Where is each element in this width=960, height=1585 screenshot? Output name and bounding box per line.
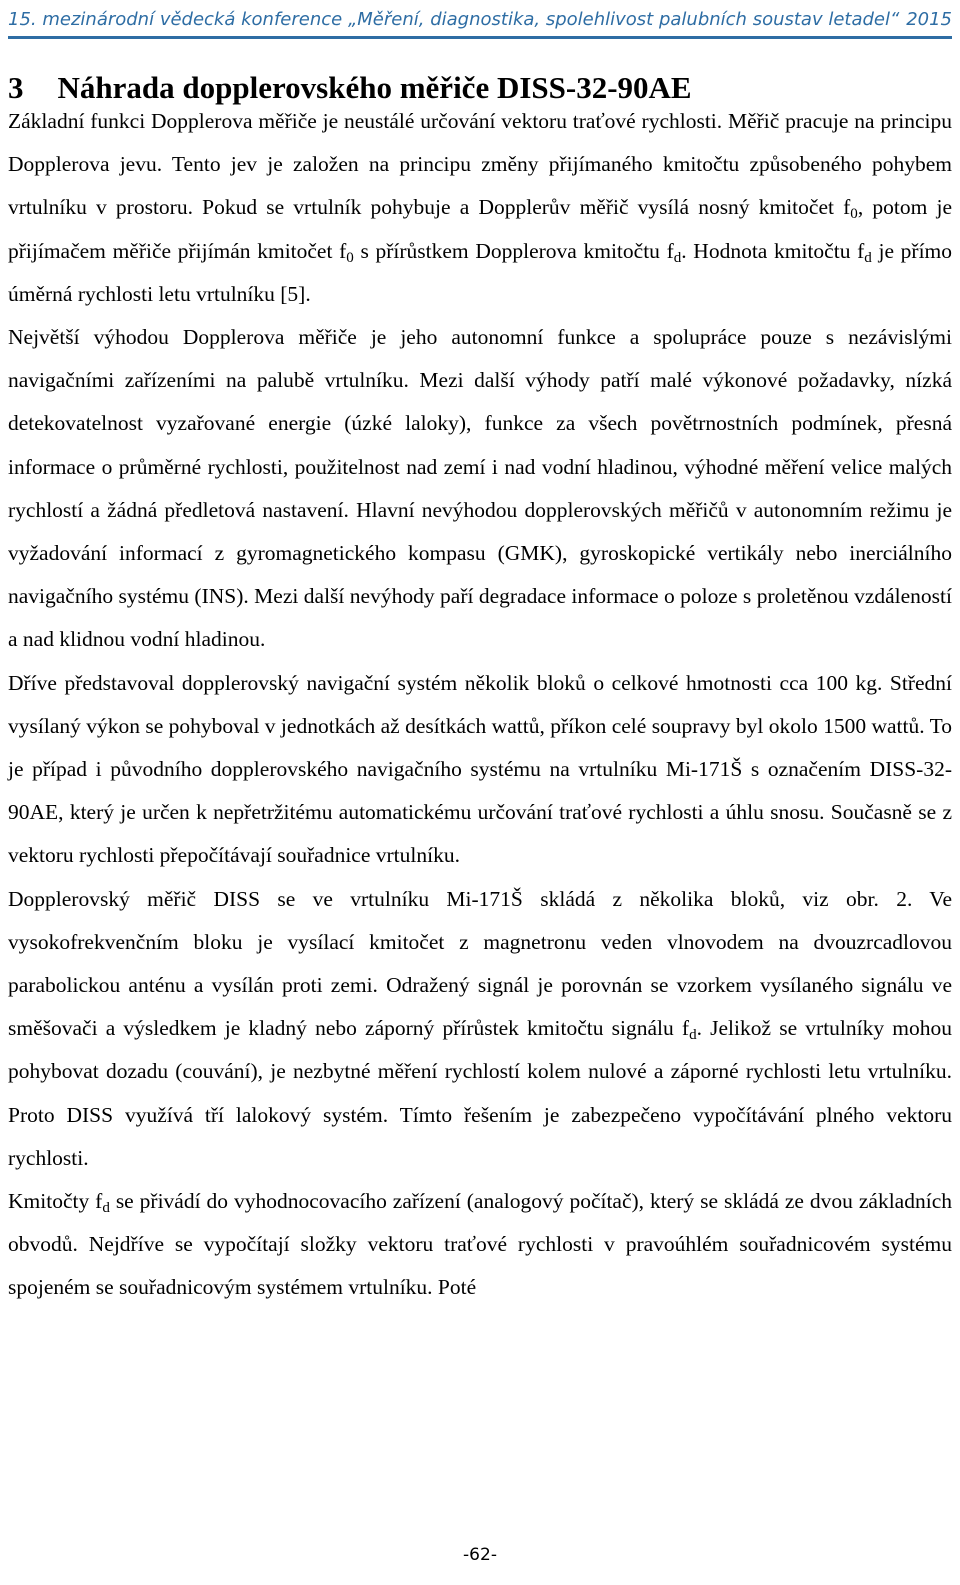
section-title: Náhrada dopplerovského měřiče DISS-32-90AE — [57, 70, 692, 105]
paragraph-5 — [8, 1180, 952, 1310]
paragraph-4 — [8, 878, 952, 1180]
section-number: 3 — [8, 70, 24, 105]
p5-text-a: Kmitočty f — [8, 1189, 103, 1214]
p1-text-e: je přímo úměrná rychlosti letu vrtulníku [5]. — [8, 238, 953, 306]
paragraph-1 — [8, 100, 952, 316]
p5-text-b: se přivádí do vyhodnocovacího zařízení (analogový počítač), který se skládá ze dvou základních obvodů. Nejdříve se vypočítají složky vektoru traťové rychlosti v pravoúhlém souřadnicovém systému spojeném se souřadnicovým systémem vrtulníku. Poté — [8, 1189, 952, 1300]
p1-subscript-3: d — [673, 249, 682, 266]
p1-text-b: , potom je přijímačem měřiče přijímán kmitočet f — [8, 195, 952, 263]
p5-subscript-1: d — [102, 1199, 110, 1216]
p4-subscript-1: d — [689, 1027, 697, 1044]
page-number: -62- — [463, 1545, 497, 1565]
p1-text-c: s přírůstkem Dopplerova kmitočtu f — [353, 238, 674, 263]
p1-text-a: Základní funkci Dopplerova měřiče je neustálé určování vektoru traťové rychlosti. Měřič pracuje na principu Dopplerova jevu. Tento jev je založen na principu změny přijímaného kmitočtu způsobeného pohybem vrtulníku v prostoru. Pokud se vrtulník pohybuje a Dopplerův měřič vysílá nosný kmitočet f — [8, 109, 952, 220]
p1-subscript-4: d — [864, 249, 872, 266]
header-rule — [8, 36, 952, 39]
p1-subscript-1: 0 — [850, 206, 858, 223]
running-header — [8, 6, 952, 32]
p4-text-a: Dopplerovský měřič DISS se ve vrtulníku Mi-171Š skládá z několika bloků, viz obr. 2. Ve vysokofrekvenčním bloku je vysílací kmitočet z magnetronu veden vlnovodem na dvouzrcadlovou parabolickou anténu a vysílán proti zemi. Odražený signál je porovnán se vzorkem vysílaného signálu ve směšovači a výsledkem je kladný nebo záporný přírůstek kmitočtu signálu f — [8, 886, 952, 1041]
p1-text-d: . Hodnota kmitočtu f — [681, 238, 865, 263]
conference-year: 2015 — [906, 8, 952, 30]
body-text — [8, 100, 952, 1310]
p1-subscript-2: 0 — [346, 249, 354, 266]
p4-text-b: . Jelikož se vrtulníky mohou pohybovat dozadu (couvání), je nezbytné měření rychlostí kolem nulové a záporné rychlosti letu vrtulníku. Proto DISS využívá tří lalokový systém. Tímto řešením je zabezpečeno vypočítávání plného vektoru rychlosti. — [8, 1016, 952, 1170]
conference-title: 15. mezinárodní vědecká konference „Měření, diagnostika, spolehlivost palubních soustav letadel“ — [8, 8, 900, 30]
paragraph-3: Dříve představoval dopplerovský navigační systém několik bloků o celkové hmotnosti cca 100 kg. Střední vysílaný výkon se pohyboval v jednotkách až desítkách wattů, příkon celé soupravy byl okolo 1500 wattů. To je případ i původního dopplerovského navigačního systému na vrtulníku Mi-171Š s označením DISS-32-90AE, který je určen k nepřetržitému automatickému určování traťové rychlosti a úhlu snosu. Současně se z vektoru rychlosti přepočítávají souřadnice vrtulníku. — [8, 670, 952, 868]
paragraph-2: Největší výhodou Dopplerova měřiče je jeho autonomní funkce a spolupráce pouze s nezávislými navigačními zařízeními na palubě vrtulníku. Mezi další výhody patří malé výkonové požadavky, nízká detekovatelnost vyzařované energie (úzké laloky), funkce za všech povětrnostních podmínek, přesná informace o průměrné rychlosti, použitelnost nad zemí i nad vodní hladinou, výhodné měření velice malých rychlostí a žádná předletová nastavení. Hlavní nevýhodou dopplerovských měřičů v autonomním režimu je vyžadování informací z gyromagnetického kompasu (GMK), gyroskopické vertikály nebo inerciálního navigačního systému (INS). Mezi další nevýhody paří degradace informace o poloze s proletěnou vzdáleností a nad klidnou vodní hladinou. — [8, 325, 952, 652]
